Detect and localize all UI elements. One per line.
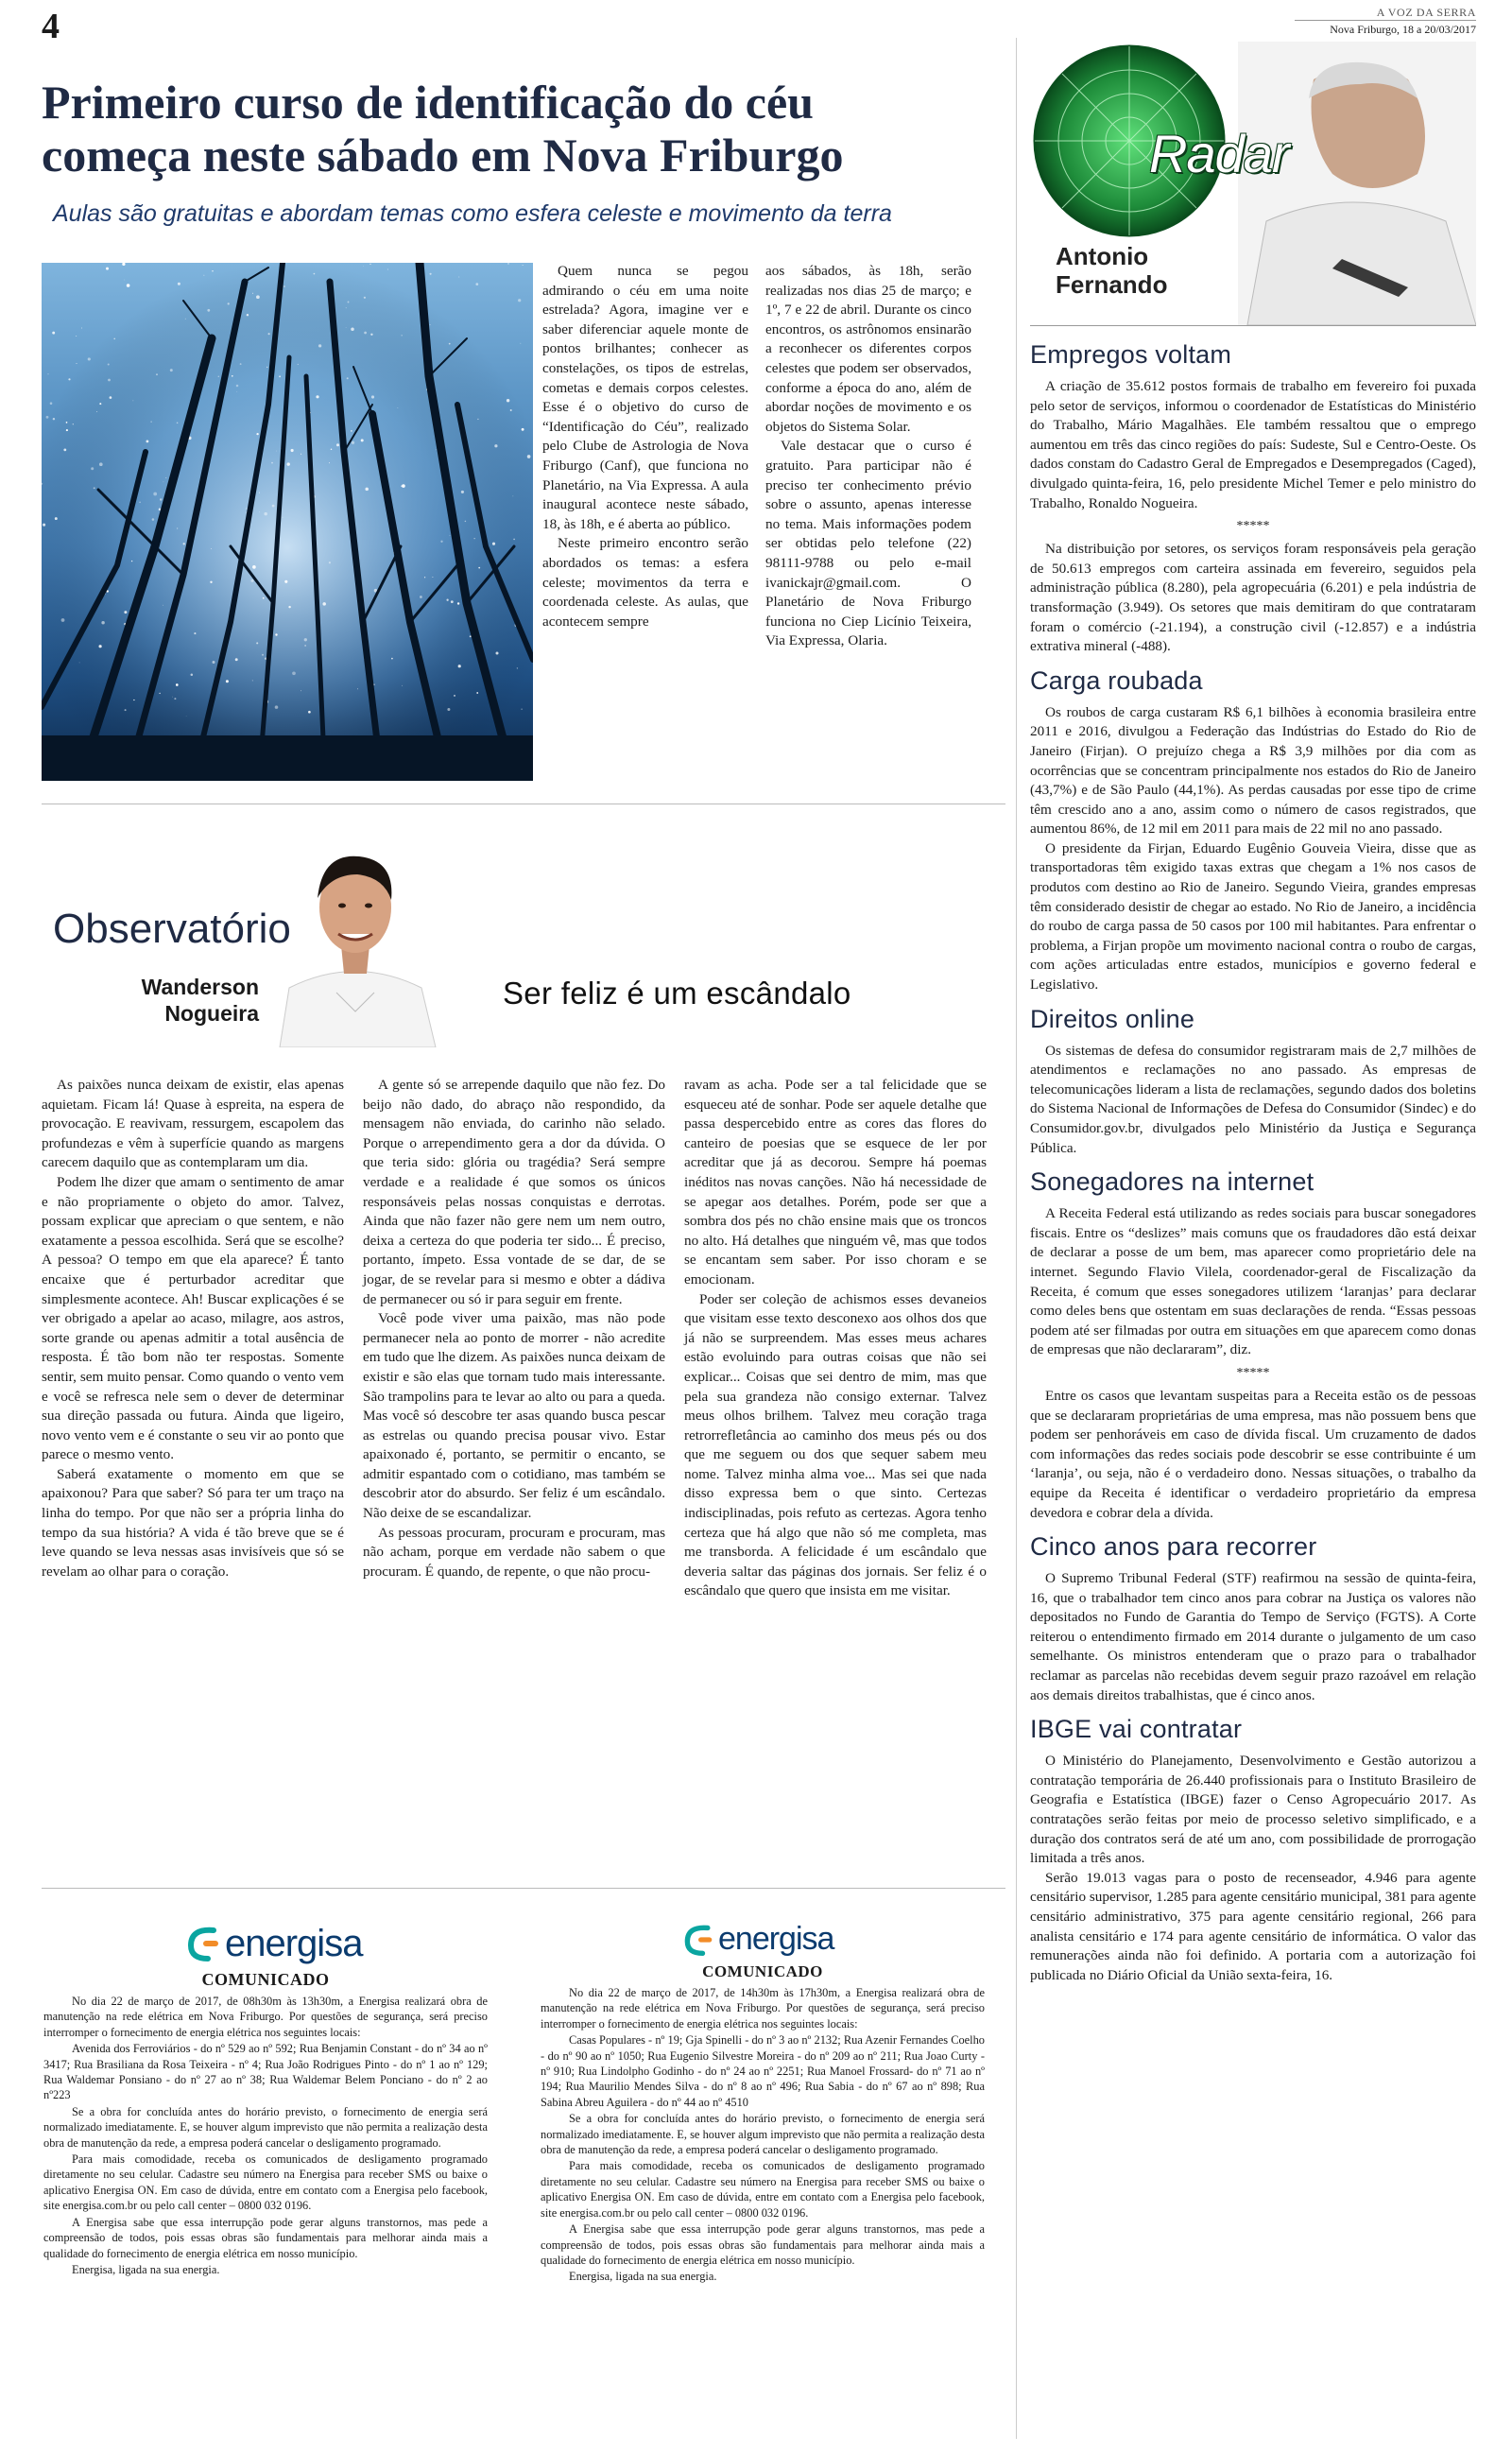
author-first-name: Antonio (1056, 242, 1149, 270)
radar-paragraph: O presidente da Firjan, Eduardo Eugênio Gouveia Vieira, disse que as transportadoras têm exigido taxas extras que chegam a 1% nos casos de produtos com destino ao Rio de Janeiro. Segundo Vieira, grandes empresas têm considerado desistir de chegar ao estado. No Rio de Janeiro, a incidência do roubo de carga passa de 50 casos por 100 mil habitantes. Para enfrentar o problema, a Firjan propõe um movimento nacional contra o roubo de cargas, com ações articuladas entre estados, municípios e governo federal e Legislativo. (1030, 839, 1476, 994)
ad-paragraph: No dia 22 de março de 2017, de 14h30m às 17h30m, a Energisa realizará obra de manutenção na rede elétrica em Nova Friburgo. Por questões de segurança, será preciso interromper o fornecimento de energia elétrica nos seguintes locais: (541, 1986, 985, 2031)
headline-line-2: começa neste sábado em Nova Friburgo (42, 129, 844, 181)
radar-section-carga (1030, 666, 1476, 995)
night-sky-forest-image (42, 263, 533, 781)
ad-paragraph: Para mais comodidade, receba os comunicados de desligamento programado diretamente no seu celular. Cadastre seu número na Energisa para receber SMS ou baixe o aplicativo Energisa ON. Em caso de dúvida, entre em contato com a Energisa pelo facebook, site energisa.com.br ou pelo call center – 0800 032 0196. (541, 2159, 985, 2220)
column-paragraph: As paixões nunca deixam de existir, elas apenas aquietam. Ficam lá! Quase à espreita, na espera de provocação. E reavivam, ressurgem, escapolem das profundezas e vêm à superfície quando as margens carecem daquilo que as contemplaram um dia. (42, 1077, 344, 1171)
ad-paragraph: A Energisa sabe que essa interrupção pode gerar alguns transtornos, mas pede a compreensão de todos, pois essas obras são fundamentais para melhorar ainda mais a qualidade do fornecimento de energia elétrica em nosso município. (43, 2215, 488, 2260)
radar-column-rule (1016, 38, 1017, 2439)
ad-paragraph: Energisa, ligada na sua energia. (569, 2270, 717, 2284)
radar-section-empregos (1030, 340, 1476, 657)
energisa-logo (682, 1919, 985, 1961)
column-paragraph: Poder ser coleção de achismos esses devaneios que visitam esse texto desconexo aos olhos dos que já não se surpreendem. Mas esses meus achares estão evoluindo para outras coisas que não sei explicar... Coisas que sei dentro de mim, mas que pela sua grandeza não consigo externar. Talvez meus olhos brilhem. Talvez meu coração traga retrorrefletância ao caminho dos meus pés ou dos que me seguem ou dos que sequer sabem meu nome. Talvez minha alma voe... Mas sei que nada disso expressa bem o que sinto. Certezas indisciplinadas, pois refuto as certezas. Agora tenho certeza que há algo que não só me completa, mas me transborda. A felicidade é um escândalo que deveria saltar das páginas dos jornais. Ser feliz é o escândalo que quero que insista em me visitar. (684, 1290, 987, 1599)
issue-date: Nova Friburgo, 18 a 20/03/2017 (1330, 23, 1476, 36)
radar-header (1030, 42, 1476, 325)
radar-title: Radar (1149, 124, 1289, 183)
radar-paragraph: Na distribuição por setores, os serviços foram responsáveis pela geração de 50.613 empregos com carteira assinada em fevereiro, seguidos pela administração pública (8.280), pela agropecuária (6.201) e pela indústria de transformação (3.949). Os setores que mais demitiram do que contrataram foram o comércio (-21.194), a construção civil (-12.857) e a indústria extrativa mineral (-488). (1030, 541, 1476, 655)
radar-paragraph: Os roubos de carga custaram R$ 6,1 bilhões à economia brasileira entre 2011 e 2016, divulgou a Federação das Indústrias do Estado do Rio de Janeiro (Firjan). O prejuízo chega a R$ 3,9 milhões por dia com as ocorrências que se concentram principalmente nos estados do Rio de Janeiro (43,7%) e de São Paulo (44,1%). As perdas causadas por esse tipo de crime têm crescido ano a ano, assim como o número de casos registrados, que aumentou 86%, de 12 mil em 2011 para mais de 22 mil no ano passado. (1030, 703, 1476, 838)
radar-paragraph: Serão 19.013 vagas para o posto de recenseador, 4.946 para agente censitário supervisor, 1.285 para agente censitário municipal, 381 para agente censitário administrativo, 375 para agente censitário regional, 266 para analista censitário e 174 para agente censitário de informática. O valor das remunerações ainda não foi definido. A portaria com a autorização foi publicada no Diário Oficial da União sexta-feira, 16. (1030, 1869, 1476, 1983)
author-photo (261, 822, 450, 1047)
observatorio-section-title: Observatório (53, 906, 291, 952)
ad-title: COMUNICADO (702, 1962, 823, 1980)
ad-paragraph: Energisa, ligada na sua energia. (72, 2262, 220, 2276)
observatorio-column-3 (684, 1076, 987, 1601)
observatorio-column-2 (363, 1076, 665, 1581)
energisa-ad-1 (43, 1919, 488, 2441)
radar-paragraph: Os sistemas de defesa do consumidor registraram mais de 2,7 milhões de atendimentos e reclamações no ano passado. As empresas de telecomunicações lideram a lista de reclamações, segundo dados dos boletins do Sistema Nacional de Informações de Defesa do Consumidor (Sindec) e do Consumidor.gov.br, divulgados pelo Ministério da Justiça e Segurança Pública. (1030, 1042, 1476, 1156)
radar-heading: Direitos online (1030, 1004, 1195, 1033)
header-rule (1295, 20, 1476, 21)
radar-heading: Cinco anos para recorrer (1030, 1532, 1317, 1562)
forest-illustration (42, 263, 533, 781)
ad-paragraph: No dia 22 de março de 2017, de 08h30m às 13h30m, a Energisa realizará obra de manutenção na rede elétrica em Nova Friburgo. Por questões de segurança, será preciso interromper o fornecimento de energia elétrica nos seguintes locais: (43, 1995, 488, 2039)
publication-name: A VOZ DA SERRA (1376, 6, 1476, 19)
main-paragraph: aos sábados, às 18h, serão realizadas nos dias 25 de março; e 1º, 7 e 22 de abril. Durante os cinco encontros, os astrônomos ensinarão a reconhecer os diferentes corpos celestes que podem ser observados, conforme a época do ano, além de abordar noções de movimento e os objetos do Sistema Solar. (765, 263, 971, 435)
ad-body (43, 1994, 488, 2277)
radar-paragraph: O Ministério do Planejamento, Desenvolvimento e Gestão autorizou a contratação temporária de 26.440 profissionais para o Instituto Brasileiro de Geografia e Estatística (IBGE) fazer o Censo Agropecuário 2017. As contratações serão feitas por meio de processo seletivo simplificado, e a duração dos contratos será de até um ano, com possibilidade de prorrogação limitada a três anos. (1030, 1753, 1476, 1867)
energisa-logo (185, 1919, 488, 1968)
main-headline (42, 76, 1005, 181)
main-column-2 (765, 262, 971, 651)
ad-paragraph: Se a obra for concluída antes do horário previsto, o fornecimento de energia será normalizado imediatamente. E, se houver algum imprevisto que não permita a realização desta obra de manutenção da rede, a empresa poderá cancelar o desligamento programado. (43, 2104, 488, 2150)
radar-paragraph: A Receita Federal está utilizando as redes sociais para buscar sonegadores fiscais. Entre os “deslizes” mais comuns que os fraudadores dão está deixar de declarar a posse de um bem, mas aparecer como proprietário dele na internet. Segundo Flavio Vilela, coordenador-geral de Fiscalização da Receita, é comum que esses sonegadores utilizem ‘laranjas’ para declarar como deles bens que ostentam em suas declarações de renda. “Essas pessoas podem até ser filmadas por outra em situações em que aparecem como donas de empresas que não declararam”, diz. (1030, 1205, 1476, 1358)
radar-heading: Carga roubada (1030, 665, 1203, 695)
ad-paragraph: Avenida dos Ferroviários - do nº 529 ao nº 592; Rua Benjamin Constant - do nº 34 ao nº 3417; Rua Brasiliana da Rosa Teixeira - nº 4; Rua João Rodrigues Pinto - do nº 1 ao nº 129; Rua Waldemar Ponsiano - do nº 27 ao nº 38; Rua Waldemar Belem Ponciano - do nº 2 ao nº223 (43, 2042, 488, 2102)
ad-paragraph: Se a obra for concluída antes do horário previsto, o fornecimento de energia será normalizado imediatamente. E, se houver algum imprevisto que não permita a realização desta obra de manutenção da rede, a empresa poderá cancelar o desligamento programado. (541, 2112, 985, 2157)
radar-heading: Sonegadores na internet (1030, 1167, 1314, 1197)
column-paragraph: Saberá exatamente o momento em que se apaixonou? Para que saber? Só para ter um traço na linha do tempo. Por que não ser a própria linha do tempo da sua história? A vida é tão breve que se é leve quando se leva nessas asas invisíveis que só se revelam ao olhar para o coração. (42, 1465, 344, 1580)
ad-body (541, 1985, 985, 2285)
radar-heading: IBGE vai contratar (1030, 1715, 1243, 1744)
main-subtitle: Aulas são gratuitas e abordam temas como esfera celeste e movimento da terra (53, 200, 892, 227)
headline-line-1: Primeiro curso de identificação do céu (42, 76, 814, 129)
ad-paragraph: Casas Populares - nº 19; Gja Spinelli - do nº 3 ao nº 2132; Rua Azenir Fernandes Coelho - do nº 90 ao nº 1050; Rua Eugenio Silvestre Moreira - do nº 209 ao nº 211; Rua Joao Curty - nº 910; Rua Lindolpho Godinho - do nº 24 ao nº 2251; Rua Manoel Frossard- do nº 71 ao nº 194; Rua Maurilio Mendes Silva - do nº 8 ao nº 496; Rua Sabia - do nº 67 ao nº 898; Rua Sabina Abreu Aguilera - do nº 44 ao nº 4510 (541, 2033, 985, 2109)
radar-body (1030, 337, 1476, 1985)
observatorio-column-1 (42, 1076, 344, 1581)
column-paragraph: ravam as acha. Pode ser a tal felicidade que se esqueceu até de sonhar. Pode ser aquele detalhe que passa despercebido entre as cores das flores do canteiro de poesias que se esquece de ler por acreditar que já as decorou. Sempre há poemas inéditos nas novas canções. Não há necessidade de se apegar aos detalhes. Porém, pode ser que a sombra dos pés no chão ensine mais que os troncos no alto. Há detalhes que ninguém vê, mas que todos se encantam sem saber. Por isso choram e se emocionam. (684, 1077, 987, 1287)
separator-stars: ***** (1236, 519, 1270, 534)
radar-paragraph: Entre os casos que levantam suspeitas para a Receita estão os de pessoas que se declararam proprietárias de uma empresa, mas não possuem bens que podem ser penhoráveis em caso de dívida fiscal. Um cruzamento de dados com informações das redes sociais pode descobrir se esse contribuinte é um ‘laranja’, ou seja, não é o verdadeiro dono. Nessas situações, o trabalho da equipe da Receita é identificar o verdadeiro proprietário da empresa devedora e cobrar dela a dívida. (1030, 1387, 1476, 1521)
author-first-name: Wanderson (141, 975, 259, 999)
author-last-name: Fernando (1056, 270, 1168, 299)
main-column-1 (542, 262, 748, 631)
energisa-swirl-icon (682, 1923, 714, 1957)
column-title: Ser feliz é um escândalo (503, 976, 851, 1011)
energisa-brand: energisa (225, 1923, 363, 1964)
main-paragraph: Vale destacar que o curso é gratuito. Para participar não é preciso ter conhecimento prévio sobre o assunto, apenas interesse no tema. Mais informações podem ser obtidas pelo telefone (22) 98111-9788 ou pelo e-mail ivanickajr@gmail.com. O Planetário de Nova Friburgo funciona no Ciep Licínio Teixeira, Via Expressa, Olaria. (765, 438, 971, 649)
ad-paragraph: A Energisa sabe que essa interrupção pode gerar alguns transtornos, mas pede a compreensão de todos, pois essas obras são fundamentais para melhorar ainda mais a qualidade do fornecimento de energia elétrica em nosso município. (541, 2222, 985, 2267)
energisa-swirl-icon (185, 1925, 221, 1962)
radar-section-cinco-anos (1030, 1532, 1476, 1705)
radar-author (1056, 242, 1167, 299)
radar-section-direitos (1030, 1005, 1476, 1159)
energisa-brand: energisa (718, 1921, 834, 1957)
radar-paragraph: O Supremo Tribunal Federal (STF) reafirmou na sessão de quinta-feira, 16, que o trabalhador tem cinco anos para cobrar na Justiça os valores não depositados no Fundo de Garantia do Tempo de Serviço (FGTS). A Corte reiterou o entendimento firmado em 2014 durante o julgamento de um caso semelhante. Os ministros entenderam que o prazo para o trabalhador reclamar as parcelas não recebidas devem seguir prazo razoável em relação aos demais direitos trabalhistas, que é cinco anos. (1030, 1570, 1476, 1703)
ad-paragraph: Para mais comodidade, receba os comunicados de desligamento programado diretamente no seu celular. Cadastre seu número na Energisa para receber SMS ou baixe o aplicativo Energisa ON. Em caso de dúvida, entre em contato com a Energisa pelo facebook, site energisa.com.br ou pelo call center – 0800 032 0196. (43, 2152, 488, 2213)
column-paragraph: Podem lhe dizer que amam o sentimento de amar e não propriamente o objeto do amor. Talvez, possam explicar que apreciam o que sentem, e não exatamente a pessoa escolhida. Será que se escolhe? A pessoa? O tempo em que ela aparece? É tanto encaixe que é perturbador acreditar que simplesmente acontece. Ah! Buscar explicações é se ver obrigado a apelar ao acaso, milagre, aos astros, sorte grande ou apenas admitir a total ausência de resposta. É tão bom não ter respostas. Somente sentir, sem muito pensar. Como quando o vento vem e você se refresca nele sem o dever de determinar sua direção passada ou futura. Ainda que ligeiro, novo vento vem e é constante o seu vir ao ponto que parece o mesmo vento. (42, 1173, 344, 1463)
radar-section-ibge (1030, 1715, 1476, 1985)
author-last-name: Nogueira (164, 1001, 259, 1026)
radar-paragraph: A criação de 35.612 postos formais de trabalho em fevereiro foi puxada pelo setor de serviços, informou o coordenador de Estatísticas do Ministério do Trabalho, Mário Magalhães. Ele também ressaltou que o emprego aumentou em três das cinco regiões do país: Sudeste, Sul e Centro-Oeste. Os dados constam do Cadastro Geral de Empregados e Desempregados (Caged), divulgado quinta-feira, 16, pelo presidente Michel Temer e pelo ministro do Trabalho, Ronaldo Nogueira. (1030, 378, 1476, 511)
radar-header-rule (1030, 325, 1476, 326)
separator-stars: ***** (1236, 1365, 1270, 1380)
page-number: 4 (42, 7, 60, 46)
column-paragraph: As pessoas procuram, procuram e procuram, mas não acham, porque em verdade não sabem o que procuram. É quando, de repente, o que não procu- (363, 1524, 665, 1580)
main-paragraph: Neste primeiro encontro serão abordados os temas: a esfera celeste; movimentos da terra e coordenada celeste. As aulas, que acontecem sempre (542, 535, 748, 630)
ads-divider (42, 1888, 1005, 1889)
radar-section-sonegadores (1030, 1167, 1476, 1523)
observatorio-author (98, 974, 259, 1027)
energisa-ad-2 (541, 1919, 985, 2441)
column-paragraph: A gente só se arrepende daquilo que não fez. Do beijo não dado, do abraço não respondido, da mensagem não enviada, do carinho não selado. Porque o arrependimento gera a dor da dúvida. O que teria sido: glória ou tragédia? Será sempre verdade e a realidade é que somos os únicos responsáveis pelas nossas conquistas e derrotas. Ainda que não fazer não gere nem um nem outro, deixa a certeza do que poderia ter sido... É preciso, portanto, ímpeto. Essa vontade de se dar, de se jogar, de se revelar para si mesmo e obter a dádiva de permanecer ou só ir para seguir em frente. (363, 1077, 665, 1307)
ad-title: COMUNICADO (201, 1970, 330, 1989)
column-paragraph: Você pode viver uma paixão, mas não pode permanecer nela ao ponto de morrer - não acredite em tudo que lhe dizem. As paixões nunca deixam de existir e são elas que tornam tudo mais interessante. São trampolins para te levar ao alto ou para a queda. Mas você só descobre ter asas quando busca pescar as estrelas ou quando precisa pousar vivo. Estar apaixonado é, portanto, se permitir o encanto, se admitir espantado com o cotidiano, mas também se descobrir ator do absurdo. Ser feliz é um escândalo. Não deixe de se escandalizar. (363, 1310, 665, 1522)
main-paragraph: Quem nunca se pegou admirando o céu em uma noite estrelada? Agora, imagine ver e saber diferenciar aquele monte de pontos brilhantes; conhecer as constelações, os tipos de estrelas, cometas e demais corpos celestes. Esse é o objetivo do curso de “Identificação do Céu”, realizado pelo Clube de Astrologia de Nova Friburgo (Canf), que funciona no Planetário, na Via Expressa. A aula inaugural acontece neste sábado, 18, às 18h, e é aberta ao público. (542, 263, 748, 532)
radar-heading: Empregos voltam (1030, 340, 1232, 369)
